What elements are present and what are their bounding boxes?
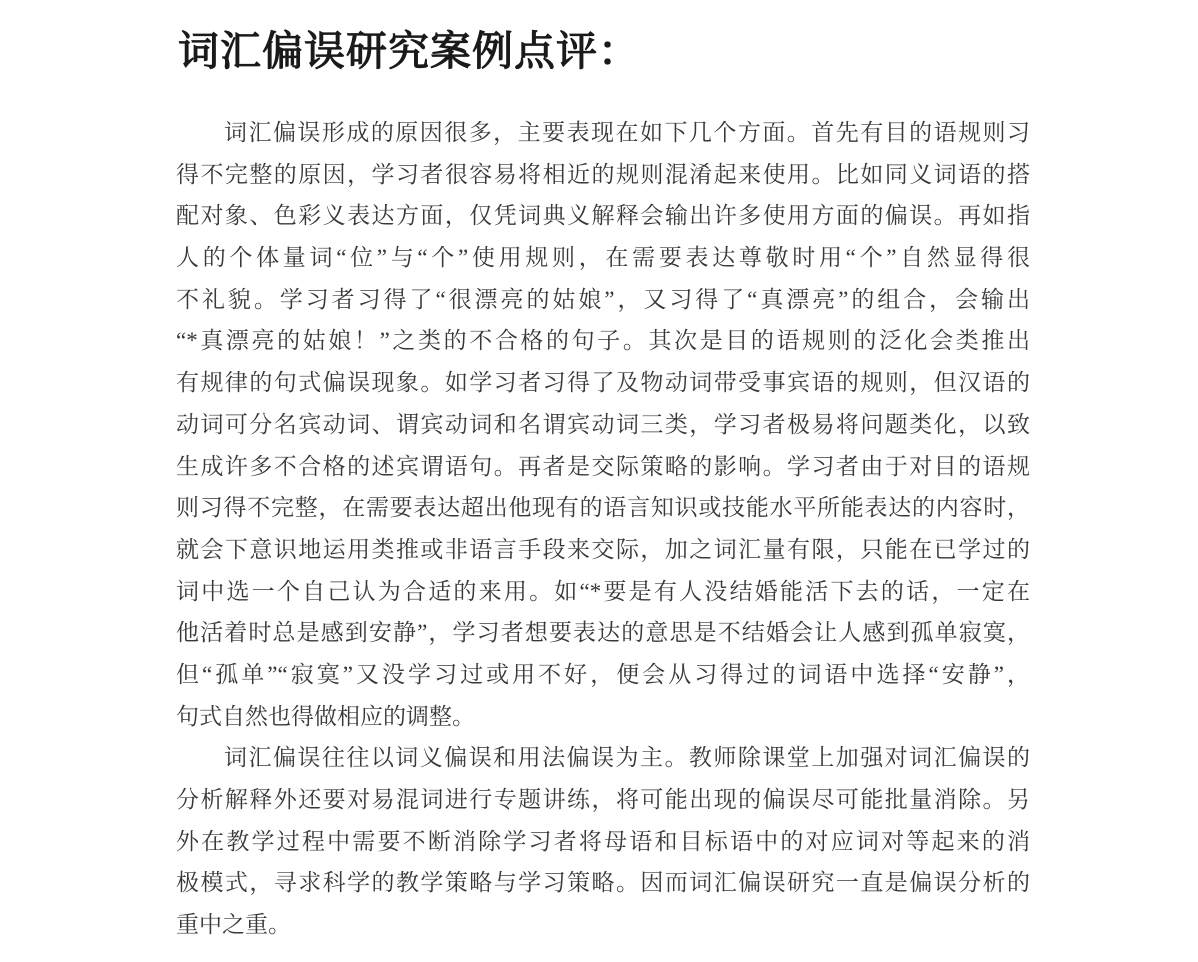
text-line: 则习得不完整，在需要表达超出他现有的语言知识或技能水平所能表达的内容时， bbox=[176, 495, 1030, 521]
text-line: 词汇偏误形成的原因很多，主要表现在如下几个方面。首先有目的语规则习 bbox=[224, 120, 1030, 145]
text-line: “*真漂亮的姑娘！”之类的不合格的句子。其次是目的语规则的泛化会类推出 bbox=[176, 328, 1030, 354]
text-line: 极模式，寻求科学的教学策略与学习策略。因而词汇偏误研究一直是偏误分析的 bbox=[176, 870, 1030, 896]
text-line: 但“孤单”“寂寞”又没学习过或用不好，便会从习得过的词语中选择“安静”， bbox=[176, 661, 1030, 687]
document-body bbox=[176, 112, 1030, 946]
page-title: 词汇偏误研究案例点评： bbox=[178, 28, 640, 74]
text-line: 他活着时总是感到安静”，学习者想要表达的意思是不结婚会让人感到孤单寂寞， bbox=[176, 620, 1030, 646]
text-line: 得不完整的原因，学习者很容易将相近的规则混淆起来使用。比如同义词语的搭 bbox=[176, 161, 1030, 187]
text-line: 词中选一个自己认为合适的来用。如“*要是有人没结婚能活下去的话，一定在 bbox=[176, 578, 1030, 604]
paragraph bbox=[176, 737, 1030, 945]
text-line: 重中之重。 bbox=[176, 912, 291, 938]
paragraph bbox=[176, 112, 1030, 737]
text-line: 配对象、色彩义表达方面，仅凭词典义解释会输出许多使用方面的偏误。再如指 bbox=[176, 203, 1030, 229]
text-line: 人的个体量词“位”与“个”使用规则，在需要表达尊敬时用“个”自然显得很 bbox=[176, 245, 1030, 271]
text-line: 分析解释外还要对易混词进行专题讲练，将可能出现的偏误尽可能批量消除。另 bbox=[176, 787, 1030, 812]
text-line: 有规律的句式偏误现象。如学习者习得了及物动词带受事宾语的规则，但汉语的 bbox=[176, 370, 1030, 396]
text-line: 不礼貌。学习者习得了“很漂亮的姑娘”，又习得了“真漂亮”的组合，会输出 bbox=[176, 286, 1030, 312]
text-line: 就会下意识地运用类推或非语言手段来交际，加之词汇量有限，只能在已学过的 bbox=[176, 536, 1030, 562]
text-line: 动词可分名宾动词、谓宾动词和名谓宾动词三类，学习者极易将问题类化，以致 bbox=[176, 411, 1030, 437]
text-line: 词汇偏误往往以词义偏误和用法偏误为主。教师除课堂上加强对词汇偏误的 bbox=[224, 745, 1030, 771]
text-line: 外在教学过程中需要不断消除学习者将母语和目标语中的对应词对等起来的消 bbox=[176, 828, 1030, 854]
text-line: 生成许多不合格的述宾谓语句。再者是交际策略的影响。学习者由于对目的语规 bbox=[176, 453, 1030, 479]
text-line: 句式自然也得做相应的调整。 bbox=[176, 703, 475, 729]
